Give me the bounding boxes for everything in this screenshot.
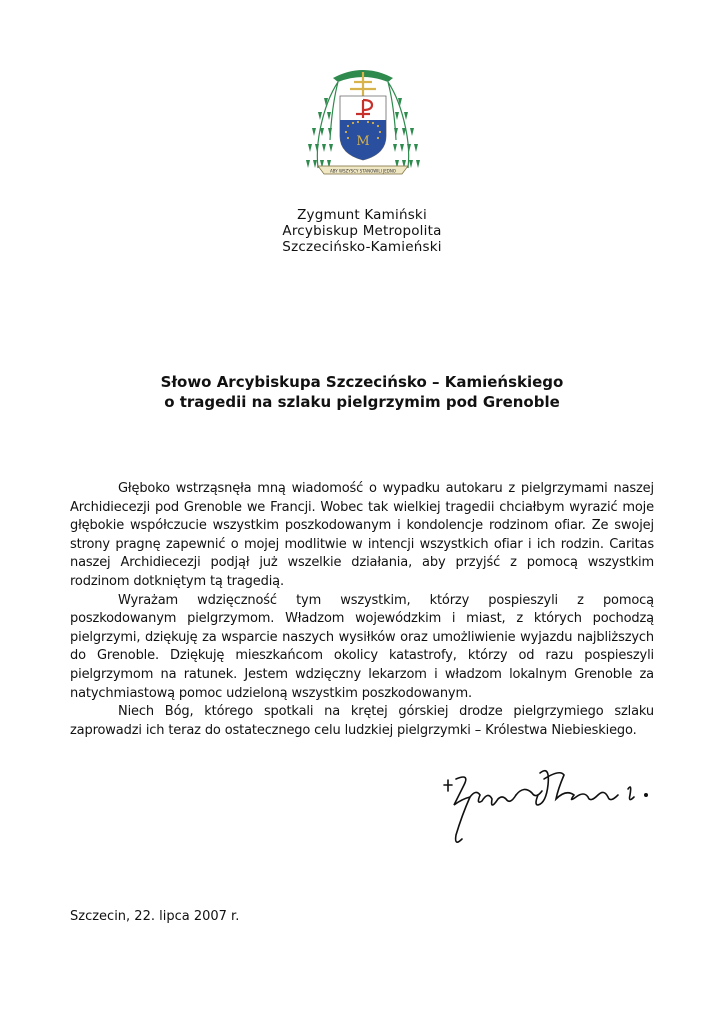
title-line-2: o tragedii na szlaku pielgrzymim pod Grenoble: [164, 393, 560, 411]
paragraph: Wyrażam wdzięczność tym wszystkim, którzy pospieszyli z pomocą poszkodowanym pielgrzymom. Władzom wojewódzkim i miast, z których pochodzą pielgrzymi, dziękuję za wsparcie naszych wysiłków oraz umożliwienie wyjazdu najbliższych do Grenoble. Dziękuję mieszkańcom okolicy katastrofy, którzy od razu pospieszyli pielgrzymom na ratunek. Jestem wdzięczny lekarzom i władzom lokalnym Grenoble za natychmiastową pomoc udzieloną wszystkim poszkodowanym.: [70, 592, 654, 701]
handwritten-signature: [440, 755, 670, 860]
document-title: [0, 372, 724, 412]
coat-of-arms: [298, 50, 428, 190]
paragraph: Niech Bóg, którego spotkali na krętej górskiej drodze pielgrzymiego szlaku zaprowadzi ich teraz do ostatecznego celu ludzkiej pielgrzymki – Królestwa Niebieskiego.: [70, 704, 654, 738]
monogram: M: [356, 134, 370, 149]
letter-date: Szczecin, 22. lipca 2007 r.: [70, 909, 240, 924]
author-name: Zygmunt Kamiński: [297, 207, 427, 223]
title-line-1: Słowo Arcybiskupa Szczecińsko – Kamieńskiego: [160, 373, 564, 391]
paragraph: Głęboko wstrząsnęła mną wiadomość o wypadku autokaru z pielgrzymami naszej Archidiecezji pod Grenoble we Francji. Wobec tak wielkiej tragedii chciałbym wyrazić moje głębokie współczucie wszystkim poszkodowanym i kondolencje rodzinom ofiar. Ze swojej strony pragnę zapewnić o mojej modlitwie w intencji wszystkich ofiar i ich rodzin. Caritas naszej Archidiecezji podjął już wszelkie działania, aby przyjść z pomocą wszystkim rodzinom dotkniętym tą tragedią.: [70, 481, 654, 589]
tassels-left: [306, 82, 338, 168]
letter-body: [70, 480, 654, 740]
motto-text: ABY WSZYSCY STANOWILI JEDNO: [330, 168, 396, 174]
author-header: [0, 207, 724, 255]
tassels-right: [388, 82, 420, 168]
author-diocese: Szczecińsko-Kamieński: [282, 239, 442, 255]
author-position: Arcybiskup Metropolita: [282, 223, 442, 239]
